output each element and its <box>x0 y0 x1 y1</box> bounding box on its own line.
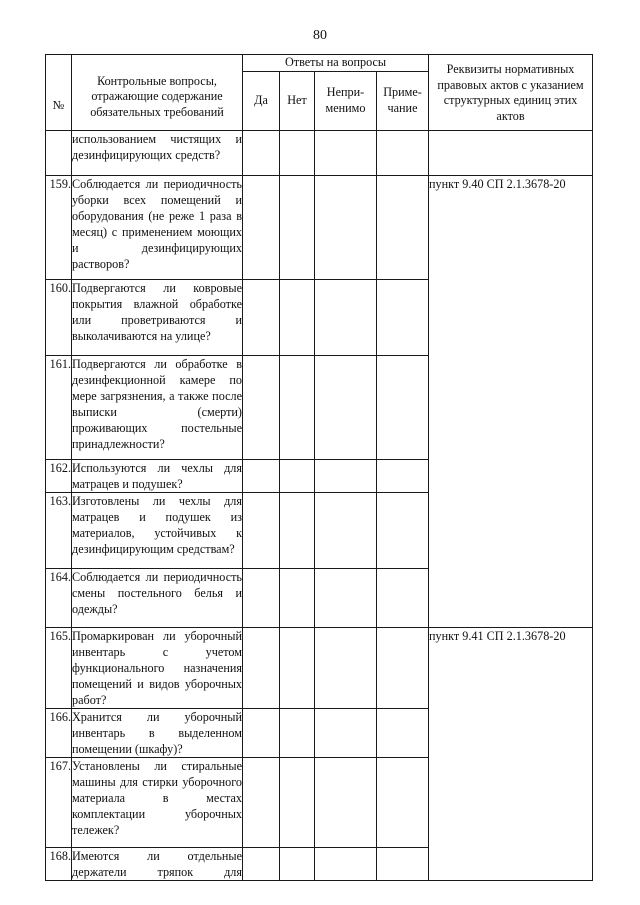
row-number: 159. <box>46 175 72 279</box>
answer-yes-cell[interactable] <box>243 757 280 847</box>
row-number: 168. <box>46 847 72 880</box>
answer-not-applicable-cell[interactable] <box>315 279 377 355</box>
answer-yes-cell[interactable] <box>243 175 280 279</box>
answer-yes-cell[interactable] <box>243 279 280 355</box>
answer-yes-cell[interactable] <box>243 355 280 459</box>
row-number: 163. <box>46 492 72 568</box>
answer-note-cell[interactable] <box>377 279 429 355</box>
requisites-cell: пункт 9.41 СП 2.1.3678-20 <box>429 627 593 880</box>
answer-yes-cell[interactable] <box>243 130 280 175</box>
header-answers-group: Ответы на вопросы <box>243 55 429 72</box>
answer-note-cell[interactable] <box>377 459 429 492</box>
answer-not-applicable-cell[interactable] <box>315 627 377 708</box>
answer-note-cell[interactable] <box>377 757 429 847</box>
answer-not-applicable-cell[interactable] <box>315 708 377 757</box>
answer-yes-cell[interactable] <box>243 459 280 492</box>
answer-not-applicable-cell[interactable] <box>315 847 377 880</box>
answer-yes-cell[interactable] <box>243 568 280 627</box>
answer-note-cell[interactable] <box>377 568 429 627</box>
answer-no-cell[interactable] <box>280 130 315 175</box>
row-question: Установлены ли стиральные машины для стирки уборочного материала в местах комплектации уборочных тележек? <box>72 757 243 847</box>
answer-no-cell[interactable] <box>280 492 315 568</box>
answer-note-cell[interactable] <box>377 847 429 880</box>
row-question: использованием чистящих и дезинфицирующих средств? <box>72 130 243 175</box>
answer-not-applicable-cell[interactable] <box>315 757 377 847</box>
answer-yes-cell[interactable] <box>243 847 280 880</box>
row-number: 165. <box>46 627 72 708</box>
answer-not-applicable-cell[interactable] <box>315 459 377 492</box>
row-number: 166. <box>46 708 72 757</box>
answer-note-cell[interactable] <box>377 355 429 459</box>
row-number: 160. <box>46 279 72 355</box>
row-number: 164. <box>46 568 72 627</box>
header-answer-not-applicable: Непри- менимо <box>315 71 377 130</box>
answer-not-applicable-cell[interactable] <box>315 130 377 175</box>
answer-not-applicable-cell[interactable] <box>315 492 377 568</box>
table-row <box>46 175 593 279</box>
answer-note-cell[interactable] <box>377 627 429 708</box>
header-answer-yes: Да <box>243 71 280 130</box>
requisites-cell: пункт 9.40 СП 2.1.3678-20 <box>429 175 593 627</box>
answer-note-cell[interactable] <box>377 492 429 568</box>
table-row <box>46 130 593 175</box>
answer-no-cell[interactable] <box>280 757 315 847</box>
answer-no-cell[interactable] <box>280 627 315 708</box>
row-question: Хранится ли уборочный инвентарь в выделенном помещении (шкафу)? <box>72 709 242 756</box>
page-number: 80 <box>313 28 327 43</box>
table-row <box>46 627 593 708</box>
row-question: Промаркирован ли уборочный инвентарь с учетом функционального назначения помещений и видов уборочных работ? <box>72 628 242 707</box>
header-requisites: Реквизиты нормативных правовых актов с указанием структурных единиц этих актов <box>429 55 593 131</box>
header-answer-note: Приме- чание <box>377 71 429 130</box>
row-number <box>46 130 72 175</box>
row-question: Изготовлены ли чехлы для матрацев и подушек из материалов, устойчивых к дезинфицирующим средствам? <box>72 492 243 568</box>
row-question: Соблюдается ли периодичность смены постельного белья и одежды? <box>72 568 243 627</box>
answer-not-applicable-cell[interactable] <box>315 568 377 627</box>
answer-no-cell[interactable] <box>280 175 315 279</box>
answer-no-cell[interactable] <box>280 847 315 880</box>
answer-note-cell[interactable] <box>377 175 429 279</box>
header-answer-no: Нет <box>280 71 315 130</box>
header-number: № <box>46 55 72 131</box>
row-question: Соблюдается ли периодичность уборки всех помещений и оборудования (не реже 1 раза в месяц) с применением моющих и дезинфицирующих растворов? <box>72 175 243 279</box>
row-question: Используются ли чехлы для матрацев и подушек? <box>72 460 242 491</box>
answer-no-cell[interactable] <box>280 355 315 459</box>
checklist-table <box>45 54 593 881</box>
answer-yes-cell[interactable] <box>243 708 280 757</box>
row-question: Подвергаются ли обработке в дезинфекционной камере по мере загрязнения, а также после выписки (смерти) проживающих постельные принадлежности? <box>72 355 243 459</box>
answer-no-cell[interactable] <box>280 459 315 492</box>
answer-note-cell[interactable] <box>377 708 429 757</box>
answer-not-applicable-cell[interactable] <box>315 175 377 279</box>
row-question: Имеются ли отдельные держатели тряпок для <box>72 848 242 879</box>
row-question: Подвергаются ли ковровые покрытия влажной обработке или проветриваются и выколачиваются на улице? <box>72 279 243 355</box>
answer-no-cell[interactable] <box>280 279 315 355</box>
answer-yes-cell[interactable] <box>243 492 280 568</box>
row-number: 167. <box>46 757 72 847</box>
header-question: Контрольные вопросы, отражающие содержание обязательных требований <box>72 55 243 131</box>
answer-note-cell[interactable] <box>377 130 429 175</box>
answer-no-cell[interactable] <box>280 708 315 757</box>
row-number: 162. <box>46 459 72 492</box>
row-number: 161. <box>46 355 72 459</box>
answer-no-cell[interactable] <box>280 568 315 627</box>
requisites-cell <box>429 130 593 175</box>
answer-not-applicable-cell[interactable] <box>315 355 377 459</box>
answer-yes-cell[interactable] <box>243 627 280 708</box>
